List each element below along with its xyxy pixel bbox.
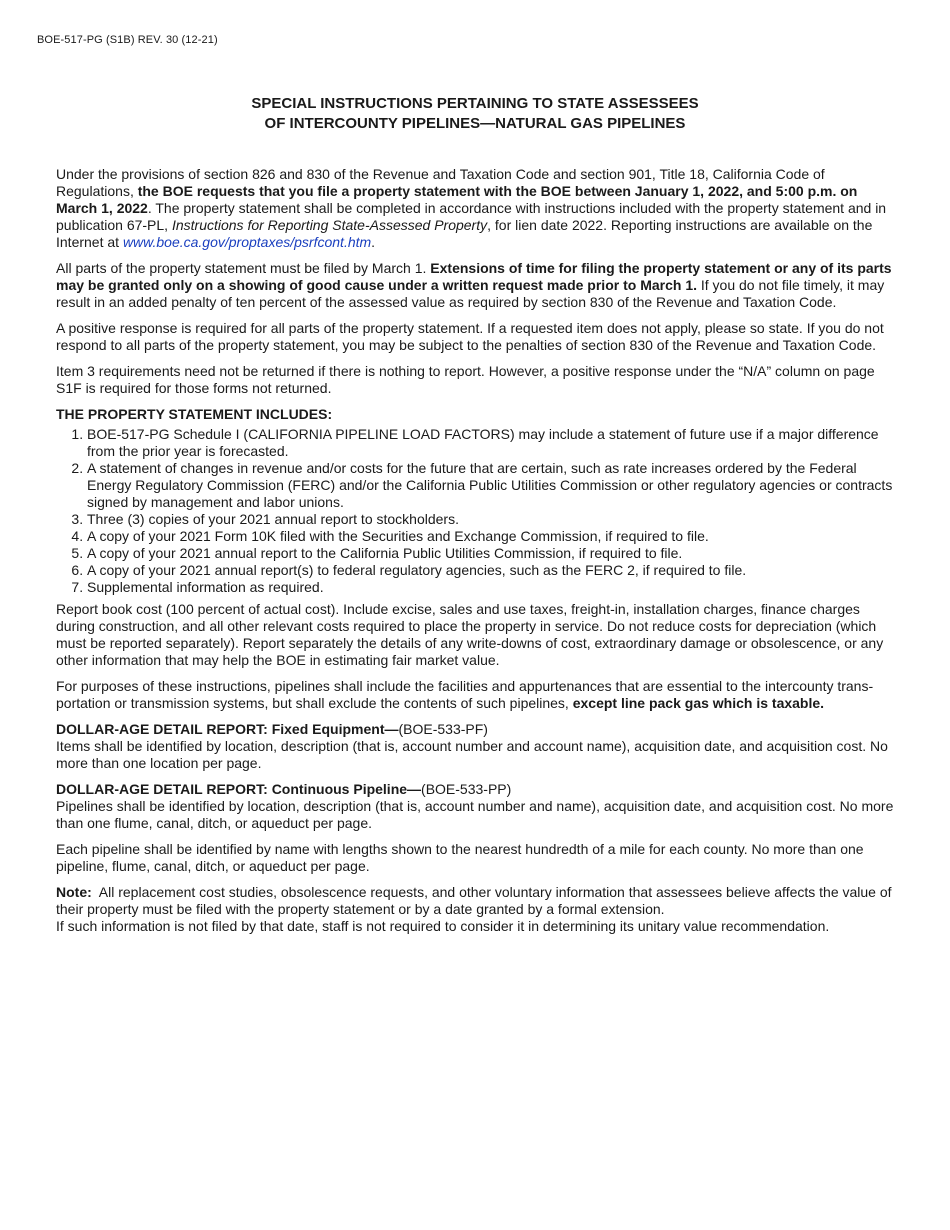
list-item: 7. Supplemental information as required. (87, 579, 898, 596)
form-id: BOE-517-PG (S1B) REV. 30 (12-21) (37, 34, 218, 46)
boe-website-link[interactable]: www.boe.ca.gov/proptaxes/psrfcont.htm (122, 234, 372, 250)
continuous-pipeline-heading (56, 781, 898, 798)
pipelines-definition-paragraph (56, 678, 898, 712)
list-item: 1. BOE-517-PG Schedule I (CALIFORNIA PIPELINE LOAD FACTORS) may include a statement of future use if a major difference from the prior year is forecasted. (87, 426, 898, 460)
list-item: 5. A copy of your 2021 annual report to the California Public Utilities Commission, if required to file. (87, 545, 898, 562)
extension-text-2: If you do not file timely, it may result in an added penalty of ten percent of the assessed value as required by section 830 of the Revenue and Taxation Code. (56, 277, 885, 310)
title-line-2: OF INTERCOUNTY PIPELINES—NATURAL GAS PIPELINES (264, 115, 686, 132)
list-item: 4. A copy of your 2021 Form 10K filed with the Securities and Exchange Commission, if required to file. (87, 528, 898, 545)
extension-text-1: All parts of the property statement must be filed by March 1. (56, 260, 431, 276)
intro-text-1: Under the provisions of section 826 and 830 of the Revenue and Taxation Code and section 901, Title 18, California Code of Regulations, (56, 166, 825, 199)
book-cost-paragraph: Report book cost (100 percent of actual cost). Include excise, sales and use taxes, freight-in, installation charges, finance charges during construction, and all other relevant costs required to place the property in service. Do not reduce costs for depreciation (which must be reported separately). Report separately the details of any write-downs of cost, extraordinary damage or obsolescence, or any other information that may help the BOE in estimating fair market value. (56, 601, 884, 668)
fixed-equipment-heading (56, 721, 898, 738)
publication-title: Instructions for Reporting State-Assessed Property (171, 217, 488, 233)
intro-bold-text: the BOE requests that you file a property statement with the BOE between January 1, 2022, and 5:00 p.m. on March 1, 2022 (56, 183, 858, 216)
intro-text-2: . The property statement shall be completed in accordance with instructions included with the property statement and in publication 67-PL, (56, 200, 887, 233)
note-followup: If such information is not filed by that date, staff is not required to consider it in determining its unitary value recommendation. (56, 918, 830, 934)
extension-bold-text: Extensions of time for filing the property statement or any of its parts may be granted only on a showing of good cause under a written request made prior to March 1. (56, 260, 892, 293)
continuous-pipeline-text: Pipelines shall be identified by location, description (that is, account number and name), acquisition date, and acquisition cost. No more than one flume, canal, ditch, or aqueduct per page. (56, 798, 894, 831)
pipeline-naming-paragraph: Each pipeline shall be identified by name with lengths shown to the nearest hundredth of a mile for each county. No more than one pipeline, flume, canal, ditch, or aqueduct per page. (56, 841, 864, 874)
list-item: 3. Three (3) copies of your 2021 annual report to stockholders. (87, 511, 898, 528)
pipelines-text: For purposes of these instructions, pipelines shall include the facilities and appurtenances that are essential to the intercounty trans-portation or transmission systems, but shall exclude the contents of such pipelines, (56, 678, 874, 711)
list-item: 2. A statement of changes in revenue and/or costs for the future that are certain, such as rate increases ordered by the Federal Energy Regulatory Commission (FERC) and/or the California Public Utilities Commission or other regulatory agencies or contracts signed by management and labor unions. (87, 460, 898, 511)
continuous-pipeline-form-number: (BOE-533-PP) (421, 781, 512, 797)
continuous-pipeline-heading-bold: DOLLAR-AGE DETAIL REPORT: Continuous Pipeline— (56, 781, 422, 797)
note-paragraph (56, 884, 898, 918)
extension-paragraph (56, 260, 898, 311)
page-title (0, 94, 950, 134)
instructions-body (56, 166, 898, 935)
intro-paragraph (56, 166, 898, 251)
item3-paragraph: Item 3 requirements need not be returned if there is nothing to report. However, a positive response under the “N/A” column on page S1F is required for those forms not returned. (56, 363, 875, 396)
title-line-1: SPECIAL INSTRUCTIONS PERTAINING TO STATE ASSESSEES (251, 95, 699, 112)
fixed-equipment-heading-bold: DOLLAR-AGE DETAIL REPORT: Fixed Equipment— (56, 721, 399, 737)
positive-response-paragraph: A positive response is required for all parts of the property statement. If a requested item does not apply, please so state. If you do not respond to all parts of the property statement, you may be subject to the penalties of section 830 of the Revenue and Taxation Code. (56, 320, 884, 353)
intro-text-4: . (371, 234, 376, 250)
note-text: All replacement cost studies, obsolescence requests, and other voluntary information that assessees believe affects the value of their property must be filed with the property statement or by a date granted by a formal extension. (56, 884, 896, 917)
includes-list (56, 426, 898, 596)
fixed-equipment-form-number: (BOE-533-PF) (398, 721, 488, 737)
note-label: Note: (56, 884, 92, 900)
includes-heading: THE PROPERTY STATEMENT INCLUDES: (56, 406, 333, 422)
fixed-equipment-text: Items shall be identified by location, description (that is, account number and account name), acquisition date, and acquisition cost. No more than one location per page. (56, 738, 888, 771)
line-pack-bold-text: except line pack gas which is taxable. (572, 695, 825, 711)
list-item: 6. A copy of your 2021 annual report(s) to federal regulatory agencies, such as the FERC 2, if required to file. (87, 562, 898, 579)
intro-text-3: , for lien date 2022. Reporting instructions are available on the Internet at (56, 217, 873, 250)
